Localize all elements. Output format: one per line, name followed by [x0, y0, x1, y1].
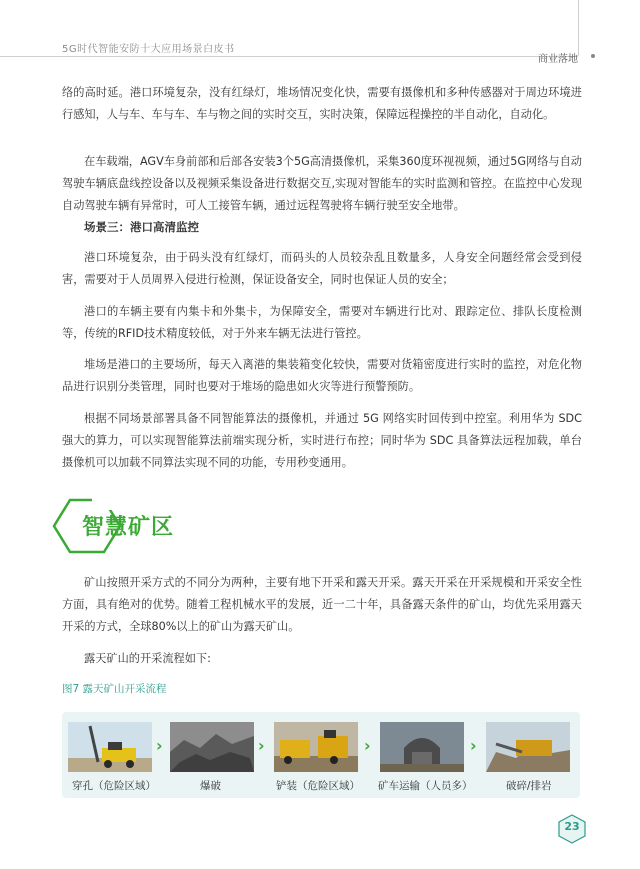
excavator-loading-photo-icon: [274, 722, 358, 772]
paragraph-yard: 堆场是港口的主要场所，每天入离港的集装箱变化较快，需要对货箱密度进行实时的监控，对危化物品进行识别分类管理，同时也要对于堆场的隐患如火灾等进行预警预防。: [62, 358, 582, 393]
paragraph-port-vehicles: 港口的车辆主要有内集卡和外集卡，为保障安全，需要对车辆进行比对、跟踪定位、排队长度检测等，传统的RFID技术精度较低，对于外来车辆无法进行管控。: [62, 305, 582, 340]
flow-step-label: 爆破: [200, 780, 221, 792]
drill-rig-photo-icon: [68, 722, 152, 772]
flow-step-label: 矿车运输（人员多）: [378, 780, 473, 792]
flow-step-label: 破碎/排岩: [506, 780, 552, 792]
paragraph-port-environment: 港口环境复杂，由于码头没有红绿灯，而码头的人员较杂乱且数量多，人身安全问题经常会受到侵害，需要对于人员周界入侵进行检测，保证设备安全，同时也保证人员的安全；: [62, 251, 582, 286]
section-title: 智慧矿区: [82, 515, 175, 540]
scene3-heading: 场景三：港口高清监控: [84, 220, 199, 234]
header-dot: [591, 54, 595, 58]
paragraph-port-latency: 络的高时延。港口环境复杂，没有红绿灯，堆场情况变化快，需要有摄像机和多种传感器对于周边环境进行感知，人与车、车与车、车与物之间的实时交互，实时决策，保障远程操控的半自动化，自动化。: [62, 86, 582, 121]
chevron-right-icon: ›: [364, 736, 371, 755]
paragraph-agv-onboard: 在车载端，AGV车身前部和后部各安装3个5G高清摄像机，采集360度环视视频，通过5G网络与自动驾驶车辆底盘线控设备以及视频采集设备进行数据交互,实现对智能车的实时监测和管控。在监控中心发现自动驾驶车辆有异常时，可人工接管车辆，通过远程驾驶将车辆行驶至安全地带。: [62, 155, 582, 212]
header-divider-vertical: [578, 0, 579, 56]
paragraph-flow-intro: 露天矿山的开采流程如下:: [84, 652, 211, 665]
header-doc-title: 5G时代智能安防十大应用场景白皮书: [62, 44, 235, 55]
mine-truck-tunnel-photo-icon: [380, 722, 464, 772]
header-section-label: 商业落地: [538, 54, 578, 65]
chevron-right-icon: ›: [258, 736, 265, 755]
paragraph-mining-methods: 矿山按照开采方式的不同分为两种，主要有地下开采和露天开采。露天开采在开采规模和开采安全性方面，具有绝对的优势。随着工程机械水平的发展，近一二十年，具备露天条件的矿山，均优先采用露天开采的方式，全球80%以上的矿山为露天矿山。: [62, 576, 582, 633]
chevron-right-icon: ›: [470, 736, 477, 755]
blasting-photo-icon: [170, 722, 254, 772]
header-divider: [0, 56, 578, 57]
figure-caption: 图7 露天矿山开采流程: [62, 683, 167, 695]
page-number: 23: [564, 820, 580, 833]
flow-step-label: 穿孔（危险区域）: [72, 780, 156, 792]
paragraph-huawei-sdc: 根据不同场景部署具备不同智能算法的摄像机，并通过 5G 网络实时回传到中控室。利用华为 SDC 强大的算力，可以实现智能算法前端实现分析，实时进行布控；同时华为 SDC 具备算法远程加载，单台摄像机可以加载不同算法实现不同的功能，专用秒变通用。: [62, 412, 582, 469]
crusher-photo-icon: [486, 722, 570, 772]
flow-step-label: 铲装（危险区域）: [276, 780, 360, 792]
chevron-right-icon: ›: [156, 736, 163, 755]
